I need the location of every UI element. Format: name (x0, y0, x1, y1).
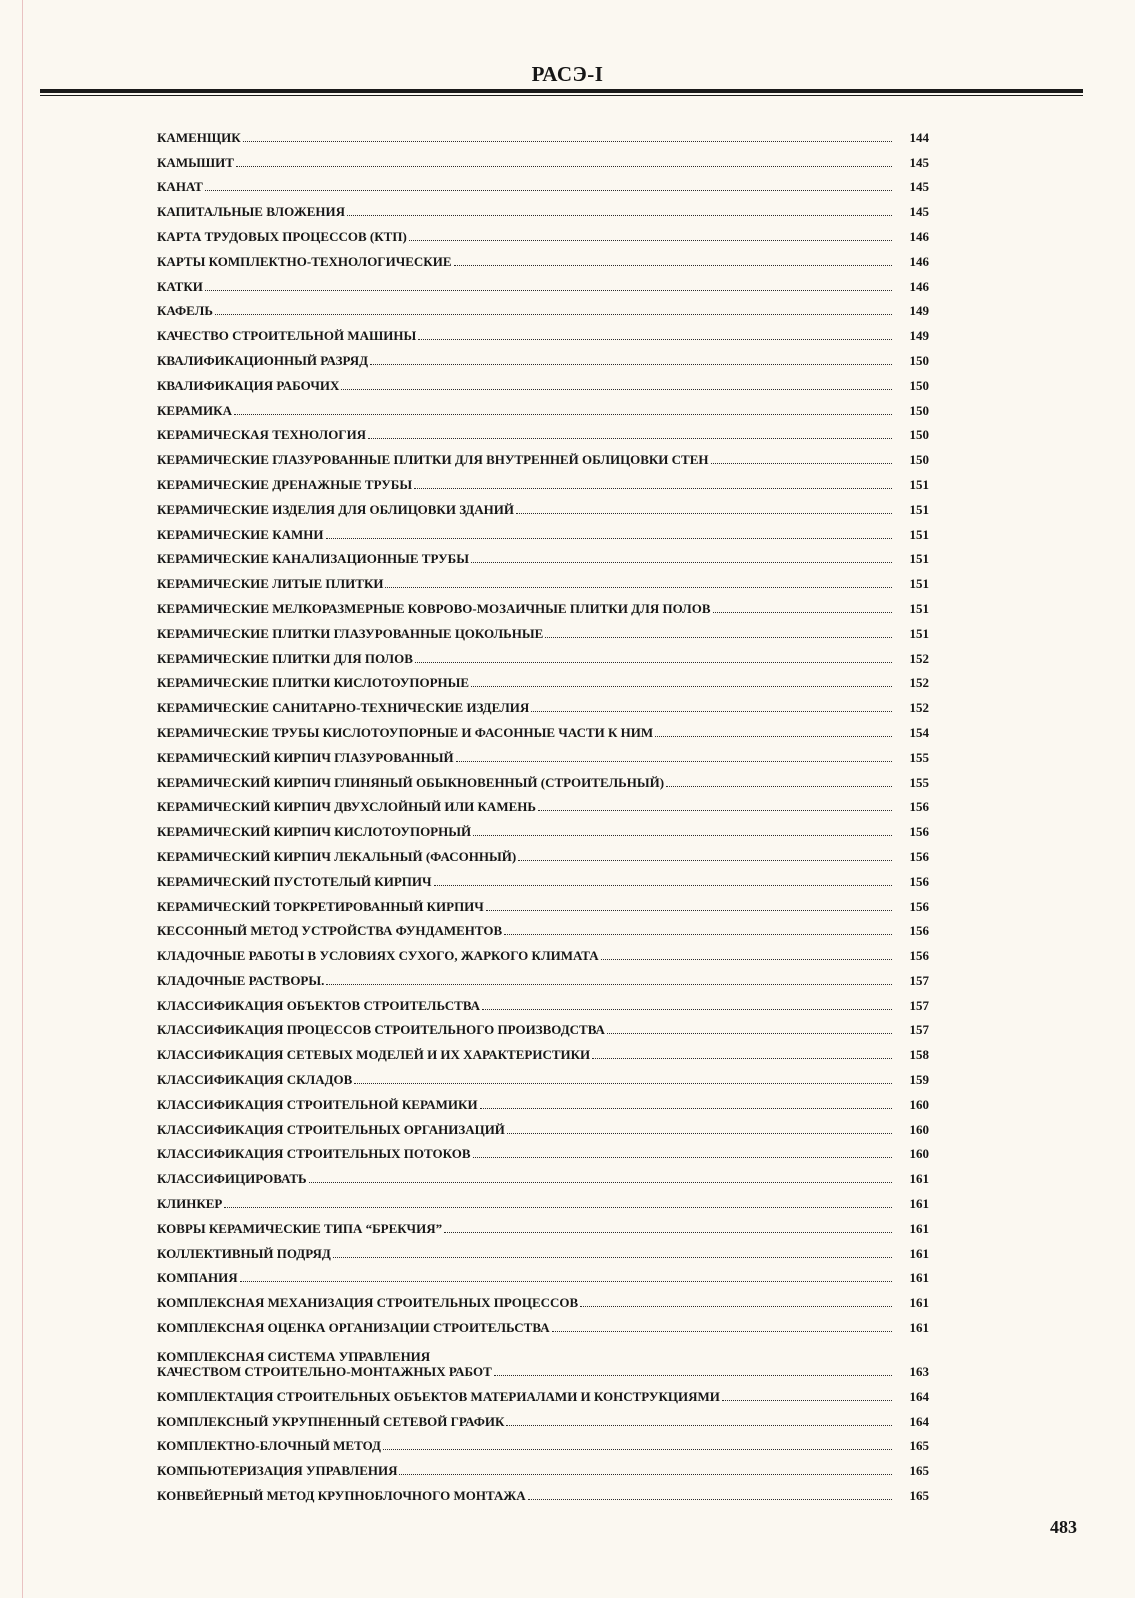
toc-entry (157, 690, 929, 715)
toc-entry (157, 765, 929, 790)
dot-leader (368, 438, 892, 439)
dot-leader (341, 389, 892, 390)
toc-entry-label: КЕРАМИЧЕСКИЙ ТОРКРЕТИРОВАННЫЙ КИРПИЧ (157, 898, 484, 914)
dot-leader (385, 587, 892, 588)
toc-entry-label: КЕРАМИЧЕСКИЕ ПЛИТКИ ГЛАЗУРОВАННЫЕ ЦОКОЛЬНЫЕ (157, 625, 544, 641)
toc-entry (157, 591, 929, 616)
toc-entry-label: КЛАССИФИКАЦИЯ СТРОИТЕЛЬНОЙ КЕРАМИКИ (157, 1096, 478, 1112)
toc-entry (157, 839, 929, 864)
toc-entry-label: КЕРАМИЧЕСКИЕ КАМНИ (157, 526, 324, 542)
toc-entry (157, 1161, 929, 1186)
dot-leader (309, 1182, 892, 1183)
toc-entry-label: КЕРАМИЧЕСКИЙ КИРПИЧ ГЛИНЯНЫЙ ОБЫКНОВЕННЫЙ (СТРОИТЕЛЬНЫЙ) (157, 774, 665, 790)
toc-entry (157, 864, 929, 889)
toc-entry (157, 170, 929, 195)
toc-entry (157, 517, 929, 542)
dot-leader (471, 562, 892, 563)
toc-entry-page: 156 (909, 873, 929, 889)
toc-entry-page: 151 (909, 625, 929, 641)
dot-leader (399, 1474, 892, 1475)
dot-leader (240, 1281, 892, 1282)
toc-entry (157, 467, 929, 492)
dot-leader (473, 835, 892, 836)
dot-leader (482, 1009, 892, 1010)
toc-entry (157, 1335, 929, 1379)
toc-entry-page: 145 (909, 179, 929, 195)
dot-leader (655, 736, 892, 737)
toc-entry-label: КЕРАМИЧЕСКИЕ ПЛИТКИ КИСЛОТОУПОРНЫЕ (157, 675, 470, 691)
toc-entry-label: КЕРАМИЧЕСКИЙ КИРПИЧ КИСЛОТОУПОРНЫЙ (157, 824, 472, 840)
toc-entry-page: 152 (909, 675, 929, 691)
toc-entry-page: 158 (909, 1047, 929, 1063)
dot-leader (545, 637, 892, 638)
toc-entry-label: КВАЛИФИКАЦИОННЫЙ РАЗРЯД (157, 352, 369, 368)
dot-leader (326, 984, 892, 985)
toc-entry-page: 163 (909, 1364, 929, 1380)
toc-entry-page: 160 (909, 1121, 929, 1137)
dot-leader (326, 538, 892, 539)
toc-entry-page: 157 (909, 997, 929, 1013)
toc-entry (157, 120, 929, 145)
toc-entry-page: 160 (909, 1146, 929, 1162)
toc-entry-label: КОМПЛЕКСНАЯ ОЦЕНКА ОРГАНИЗАЦИИ СТРОИТЕЛЬСТВА (157, 1320, 550, 1336)
dot-leader (471, 686, 892, 687)
toc-entry-page: 150 (909, 377, 929, 393)
page-margin-line (22, 0, 23, 1598)
dot-leader (370, 364, 892, 365)
dot-leader (711, 463, 892, 464)
toc-entry-page: 157 (909, 972, 929, 988)
toc-entry-page: 154 (909, 724, 929, 740)
toc-entry-page: 150 (909, 402, 929, 418)
toc-entry-page: 155 (909, 749, 929, 765)
toc-entry-page: 161 (909, 1171, 929, 1187)
toc-entry (157, 542, 929, 567)
toc-entry-label: КАРТА ТРУДОВЫХ ПРОЦЕССОВ (КТП) (157, 228, 407, 244)
toc-entry (157, 492, 929, 517)
toc-entry-label: КЕРАМИКА (157, 402, 232, 418)
toc-entry (157, 1285, 929, 1310)
toc-entry-label: КАЧЕСТВО СТРОИТЕЛЬНОЙ МАШИНЫ (157, 328, 417, 344)
toc-entry (157, 814, 929, 839)
dot-leader (494, 1375, 892, 1376)
dot-leader (507, 1133, 892, 1134)
page-header-title: РАСЭ-I (531, 62, 604, 86)
toc-entry-label: КАПИТАЛЬНЫЕ ВЛОЖЕНИЯ (157, 204, 345, 220)
toc-entry-page: 145 (909, 204, 929, 220)
toc-entry (157, 343, 929, 368)
toc-entry-label: КОМПЛЕКСНАЯ СИСТЕМА УПРАВЛЕНИЯ КАЧЕСТВОМ СТРОИТЕЛЬНО-МОНТАЖНЫХ РАБОТ (157, 1349, 492, 1380)
toc-entry-label: КЕРАМИЧЕСКИЕ ТРУБЫ КИСЛОТОУПОРНЫЕ И ФАСОННЫЕ ЧАСТИ К НИМ (157, 724, 654, 740)
toc-entry-page: 161 (909, 1320, 929, 1336)
dot-leader (215, 314, 892, 315)
toc-entry-page: 155 (909, 774, 929, 790)
dot-leader (580, 1306, 892, 1307)
toc-entry-page: 152 (909, 650, 929, 666)
toc-entry-page: 156 (909, 948, 929, 964)
dot-leader (722, 1400, 892, 1401)
dot-leader (666, 786, 892, 787)
table-of-contents (157, 120, 929, 1503)
toc-entry-label: КЕРАМИЧЕСКИЕ ИЗДЕЛИЯ ДЛЯ ОБЛИЦОВКИ ЗДАНИЙ (157, 501, 514, 517)
toc-entry-page: 149 (909, 328, 929, 344)
dot-leader (236, 166, 892, 167)
toc-entry-page: 151 (909, 600, 929, 616)
toc-entry-page: 151 (909, 551, 929, 567)
toc-entry-page: 156 (909, 848, 929, 864)
dot-leader (409, 240, 892, 241)
toc-entry-label: КЕРАМИЧЕСКИЕ ПЛИТКИ ДЛЯ ПОЛОВ (157, 650, 413, 666)
toc-entry-label: КЛАДОЧНЫЕ РАСТВОРЫ. (157, 972, 325, 988)
toc-entry-page: 156 (909, 824, 929, 840)
toc-entry-page: 165 (909, 1438, 929, 1454)
toc-entry-label: КЛИНКЕР (157, 1196, 223, 1212)
toc-entry-page: 161 (909, 1295, 929, 1311)
toc-entry (157, 790, 929, 815)
toc-entry (157, 1404, 929, 1429)
dot-leader (234, 414, 892, 415)
toc-entry (157, 368, 929, 393)
toc-entry (157, 269, 929, 294)
dot-leader (504, 934, 892, 935)
toc-entry-label: КЛАССИФИКАЦИЯ СКЛАДОВ (157, 1072, 353, 1088)
toc-entry-page: 160 (909, 1096, 929, 1112)
toc-entry-page: 157 (909, 1022, 929, 1038)
dot-leader (506, 1425, 892, 1426)
toc-entry (157, 740, 929, 765)
toc-entry-label: КОВРЫ КЕРАМИЧЕСКИЕ ТИПА “БРЕКЧИЯ” (157, 1220, 443, 1236)
toc-entry-label: КЛАССИФИКАЦИЯ ПРОЦЕССОВ СТРОИТЕЛЬНОГО ПРОИЗВОДСТВА (157, 1022, 605, 1038)
dot-leader (354, 1083, 892, 1084)
toc-entry-page: 152 (909, 700, 929, 716)
dot-leader (415, 662, 892, 663)
dot-leader (538, 810, 892, 811)
toc-entry (157, 1261, 929, 1286)
toc-entry (157, 1087, 929, 1112)
toc-entry-label: КОМПЛЕКСНАЯ МЕХАНИЗАЦИЯ СТРОИТЕЛЬНЫХ ПРОЦЕССОВ (157, 1295, 579, 1311)
toc-entry-page: 165 (909, 1463, 929, 1479)
dot-leader (434, 885, 892, 886)
dot-leader (243, 141, 892, 142)
toc-entry-page: 159 (909, 1072, 929, 1088)
toc-entry (157, 1478, 929, 1503)
toc-entry (157, 145, 929, 170)
toc-entry (157, 641, 929, 666)
toc-entry (157, 1429, 929, 1454)
toc-entry-page: 151 (909, 576, 929, 592)
toc-entry-page: 156 (909, 799, 929, 815)
dot-leader (713, 612, 893, 613)
dot-leader (607, 1033, 892, 1034)
toc-entry-label: КАФЕЛЬ (157, 303, 213, 319)
toc-entry-page: 149 (909, 303, 929, 319)
toc-entry (157, 418, 929, 443)
toc-entry-label: КАТКИ (157, 278, 203, 294)
toc-entry-page: 151 (909, 501, 929, 517)
toc-entry (157, 1186, 929, 1211)
toc-entry (157, 1453, 929, 1478)
toc-entry (157, 1137, 929, 1162)
toc-entry-label: КАРТЫ КОМПЛЕКТНО-ТЕХНОЛОГИЧЕСКИЕ (157, 253, 452, 269)
toc-entry (157, 1037, 929, 1062)
toc-entry-page: 161 (909, 1270, 929, 1286)
toc-entry-page: 156 (909, 923, 929, 939)
toc-entry-label: КЕРАМИЧЕСКИЙ КИРПИЧ ГЛАЗУРОВАННЫЙ (157, 749, 454, 765)
toc-entry-label: КЕРАМИЧЕСКИЙ КИРПИЧ ЛЕКАЛЬНЫЙ (ФАСОННЫЙ) (157, 848, 517, 864)
toc-entry (157, 914, 929, 939)
toc-entry-label: КОЛЛЕКТИВНЫЙ ПОДРЯД (157, 1245, 331, 1261)
toc-entry (157, 442, 929, 467)
toc-entry-page: 146 (909, 253, 929, 269)
dot-leader (224, 1207, 892, 1208)
toc-entry-label: КАНАТ (157, 179, 203, 195)
dot-leader (414, 488, 892, 489)
toc-entry-label: КЛАССИФИКАЦИЯ СТРОИТЕЛЬНЫХ ОРГАНИЗАЦИЙ (157, 1121, 505, 1137)
dot-leader (486, 910, 892, 911)
dot-leader (480, 1108, 892, 1109)
dot-leader (516, 513, 892, 514)
toc-entry-page: 161 (909, 1245, 929, 1261)
toc-entry-label: КАМЫШИТ (157, 154, 234, 170)
toc-entry (157, 715, 929, 740)
dot-leader (383, 1449, 892, 1450)
dot-leader (456, 761, 892, 762)
dot-leader (333, 1257, 892, 1258)
toc-entry-page: 144 (909, 129, 929, 145)
toc-entry-label: КЛАССИФИЦИРОВАТЬ (157, 1171, 307, 1187)
toc-entry-page: 164 (909, 1413, 929, 1429)
dot-leader (601, 959, 892, 960)
toc-entry-label: КЕРАМИЧЕСКИЕ ЛИТЫЕ ПЛИТКИ (157, 576, 384, 592)
dot-leader (454, 265, 893, 266)
header-rule-thin (40, 95, 1083, 96)
toc-entry (157, 566, 929, 591)
toc-entry-label: КЛАССИФИКАЦИЯ СТРОИТЕЛЬНЫХ ПОТОКОВ (157, 1146, 471, 1162)
toc-entry-label: КЛАССИФИКАЦИЯ СЕТЕВЫХ МОДЕЛЕЙ И ИХ ХАРАКТЕРИСТИКИ (157, 1047, 591, 1063)
toc-entry-page: 150 (909, 352, 929, 368)
toc-entry-page: 164 (909, 1388, 929, 1404)
toc-entry-page: 145 (909, 154, 929, 170)
toc-entry-label: КЛАССИФИКАЦИЯ ОБЪЕКТОВ СТРОИТЕЛЬСТВА (157, 997, 481, 1013)
dot-leader (531, 711, 892, 712)
toc-entry-label: КЕРАМИЧЕСКИЕ ДРЕНАЖНЫЕ ТРУБЫ (157, 476, 413, 492)
toc-entry (157, 194, 929, 219)
toc-entry-label: КОНВЕЙЕРНЫЙ МЕТОД КРУПНОБЛОЧНОГО МОНТАЖА (157, 1488, 526, 1504)
toc-entry-label: КЕРАМИЧЕСКИЕ ГЛАЗУРОВАННЫЕ ПЛИТКИ ДЛЯ ВНУТРЕННЕЙ ОБЛИЦОВКИ СТЕН (157, 452, 709, 468)
toc-entry-page: 150 (909, 427, 929, 443)
toc-entry (157, 666, 929, 691)
toc-entry (157, 294, 929, 319)
toc-entry-label: КЕРАМИЧЕСКИЕ САНИТАРНО-ТЕХНИЧЕСКИЕ ИЗДЕЛИЯ (157, 700, 530, 716)
toc-entry-page: 151 (909, 476, 929, 492)
dot-leader (528, 1499, 892, 1500)
toc-entry (157, 1379, 929, 1404)
dot-leader (205, 290, 892, 291)
toc-entry-label: КОМПЛЕКТАЦИЯ СТРОИТЕЛЬНЫХ ОБЪЕКТОВ МАТЕРИАЛАМИ И КОНСТРУКЦИЯМИ (157, 1388, 720, 1404)
toc-entry-page: 146 (909, 278, 929, 294)
toc-entry-page: 165 (909, 1488, 929, 1504)
toc-entry (157, 616, 929, 641)
toc-entry-label: КВАЛИФИКАЦИЯ РАБОЧИХ (157, 377, 340, 393)
page-number: 483 (1050, 1517, 1077, 1537)
toc-entry-label: КОМПАНИЯ (157, 1270, 238, 1286)
toc-entry (157, 1310, 929, 1335)
toc-entry-label: КЕРАМИЧЕСКИЙ КИРПИЧ ДВУХСЛОЙНЫЙ ИЛИ КАМЕНЬ (157, 799, 536, 815)
toc-entry (157, 1236, 929, 1261)
toc-entry (157, 219, 929, 244)
dot-leader (592, 1058, 892, 1059)
toc-entry-label: КЕРАМИЧЕСКАЯ ТЕХНОЛОГИЯ (157, 427, 367, 443)
toc-entry (157, 1013, 929, 1038)
dot-leader (205, 190, 892, 191)
toc-entry (157, 988, 929, 1013)
toc-entry (157, 963, 929, 988)
toc-entry-label: КЕССОННЫЙ МЕТОД УСТРОЙСТВА ФУНДАМЕНТОВ (157, 923, 503, 939)
toc-entry-label: КОМПЬЮТЕРИЗАЦИЯ УПРАВЛЕНИЯ (157, 1463, 398, 1479)
toc-entry-page: 150 (909, 452, 929, 468)
toc-entry (157, 1112, 929, 1137)
toc-entry-page: 161 (909, 1196, 929, 1212)
toc-entry-label: КЕРАМИЧЕСКИЕ КАНАЛИЗАЦИОННЫЕ ТРУБЫ (157, 551, 469, 567)
toc-entry (157, 889, 929, 914)
dot-leader (518, 860, 892, 861)
toc-entry (157, 393, 929, 418)
toc-entry-page: 146 (909, 228, 929, 244)
toc-entry-label: КОМПЛЕКСНЫЙ УКРУПНЕННЫЙ СЕТЕВОЙ ГРАФИК (157, 1413, 505, 1429)
toc-entry-page: 161 (909, 1220, 929, 1236)
dot-leader (418, 339, 892, 340)
toc-entry-label: КЕРАМИЧЕСКИЙ ПУСТОТЕЛЫЙ КИРПИЧ (157, 873, 432, 889)
toc-entry-page: 151 (909, 526, 929, 542)
toc-entry (157, 938, 929, 963)
toc-entry-label: КЕРАМИЧЕСКИЕ МЕЛКОРАЗМЕРНЫЕ КОВРОВО-МОЗАИЧНЫЕ ПЛИТКИ ДЛЯ ПОЛОВ (157, 600, 711, 616)
toc-entry-label: КАМЕНЩИК (157, 129, 241, 145)
toc-entry (157, 1211, 929, 1236)
toc-entry (157, 318, 929, 343)
dot-leader (444, 1232, 892, 1233)
dot-leader (347, 215, 892, 216)
toc-entry-label: КОМПЛЕКТНО-БЛОЧНЫЙ МЕТОД (157, 1438, 381, 1454)
toc-entry (157, 244, 929, 269)
toc-entry-label: КЛАДОЧНЫЕ РАБОТЫ В УСЛОВИЯХ СУХОГО, ЖАРКОГО КЛИМАТА (157, 948, 599, 964)
dot-leader (552, 1331, 892, 1332)
toc-entry (157, 1062, 929, 1087)
dot-leader (473, 1157, 892, 1158)
header-rule (40, 89, 1083, 93)
toc-entry-page: 156 (909, 898, 929, 914)
